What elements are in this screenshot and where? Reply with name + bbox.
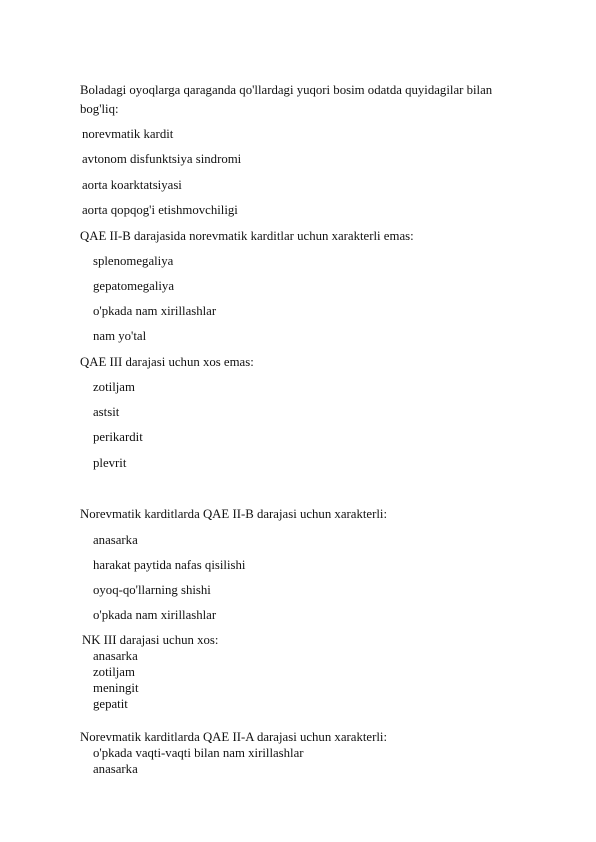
question-2-option-3: o'pkada nam xirillashlar <box>93 304 217 318</box>
question-3-option-1: zotiljam <box>93 380 135 394</box>
question-2-text: QAE II-B darajasida norevmatik karditlar uchun xarakterli emas: <box>80 229 414 243</box>
question-6-option-2: anasarka <box>93 762 138 776</box>
question-1-option-4: aorta qopqog'i etishmovchiligi <box>82 203 238 217</box>
question-1-option-3: aorta koarktatsiyasi <box>82 178 182 192</box>
question-3-option-3: perikardit <box>93 430 143 444</box>
question-1-option-2: avtonom disfunktsiya sindromi <box>82 152 242 166</box>
question-5-text: NK III darajasi uchun xos: <box>82 633 219 647</box>
question-2-option-4: nam yo'tal <box>93 329 147 343</box>
question-6-text: Norevmatik karditlarda QAE II-A darajasi uchun xarakterli: <box>80 730 388 744</box>
question-1-option-1: norevmatik kardit <box>82 127 174 141</box>
question-6-option-1: o'pkada vaqti-vaqti bilan nam xirillashlar <box>93 746 304 760</box>
question-3-option-4: plevrit <box>93 456 127 470</box>
question-3-text: QAE III darajasi uchun xos emas: <box>80 355 254 369</box>
question-5-option-4: gepatit <box>93 697 128 711</box>
question-4-option-1: anasarka <box>93 533 138 547</box>
question-4-option-3: oyoq-qo'llarning shishi <box>93 583 211 597</box>
question-4-option-2: harakat paytida nafas qisilishi <box>93 558 246 572</box>
question-1-text-line-1: Boladagi oyoqlarga qaraganda qo'llardagi yuqori bosim odatda quyidagilar bilan <box>80 83 493 97</box>
question-2-option-2: gepatomegaliya <box>93 279 175 293</box>
question-1-text-line-2: bog'liq: <box>80 102 119 116</box>
question-4-option-4: o'pkada nam xirillashlar <box>93 608 217 622</box>
question-5-option-1: anasarka <box>93 649 138 663</box>
question-3-option-2: astsit <box>93 405 120 419</box>
question-5-option-2: zotiljam <box>93 665 135 679</box>
question-2-option-1: splenomegaliya <box>93 254 174 268</box>
question-5-option-3: meningit <box>93 681 139 695</box>
question-4-text: Norevmatik karditlarda QAE II-B darajasi uchun xarakterli: <box>80 507 388 521</box>
